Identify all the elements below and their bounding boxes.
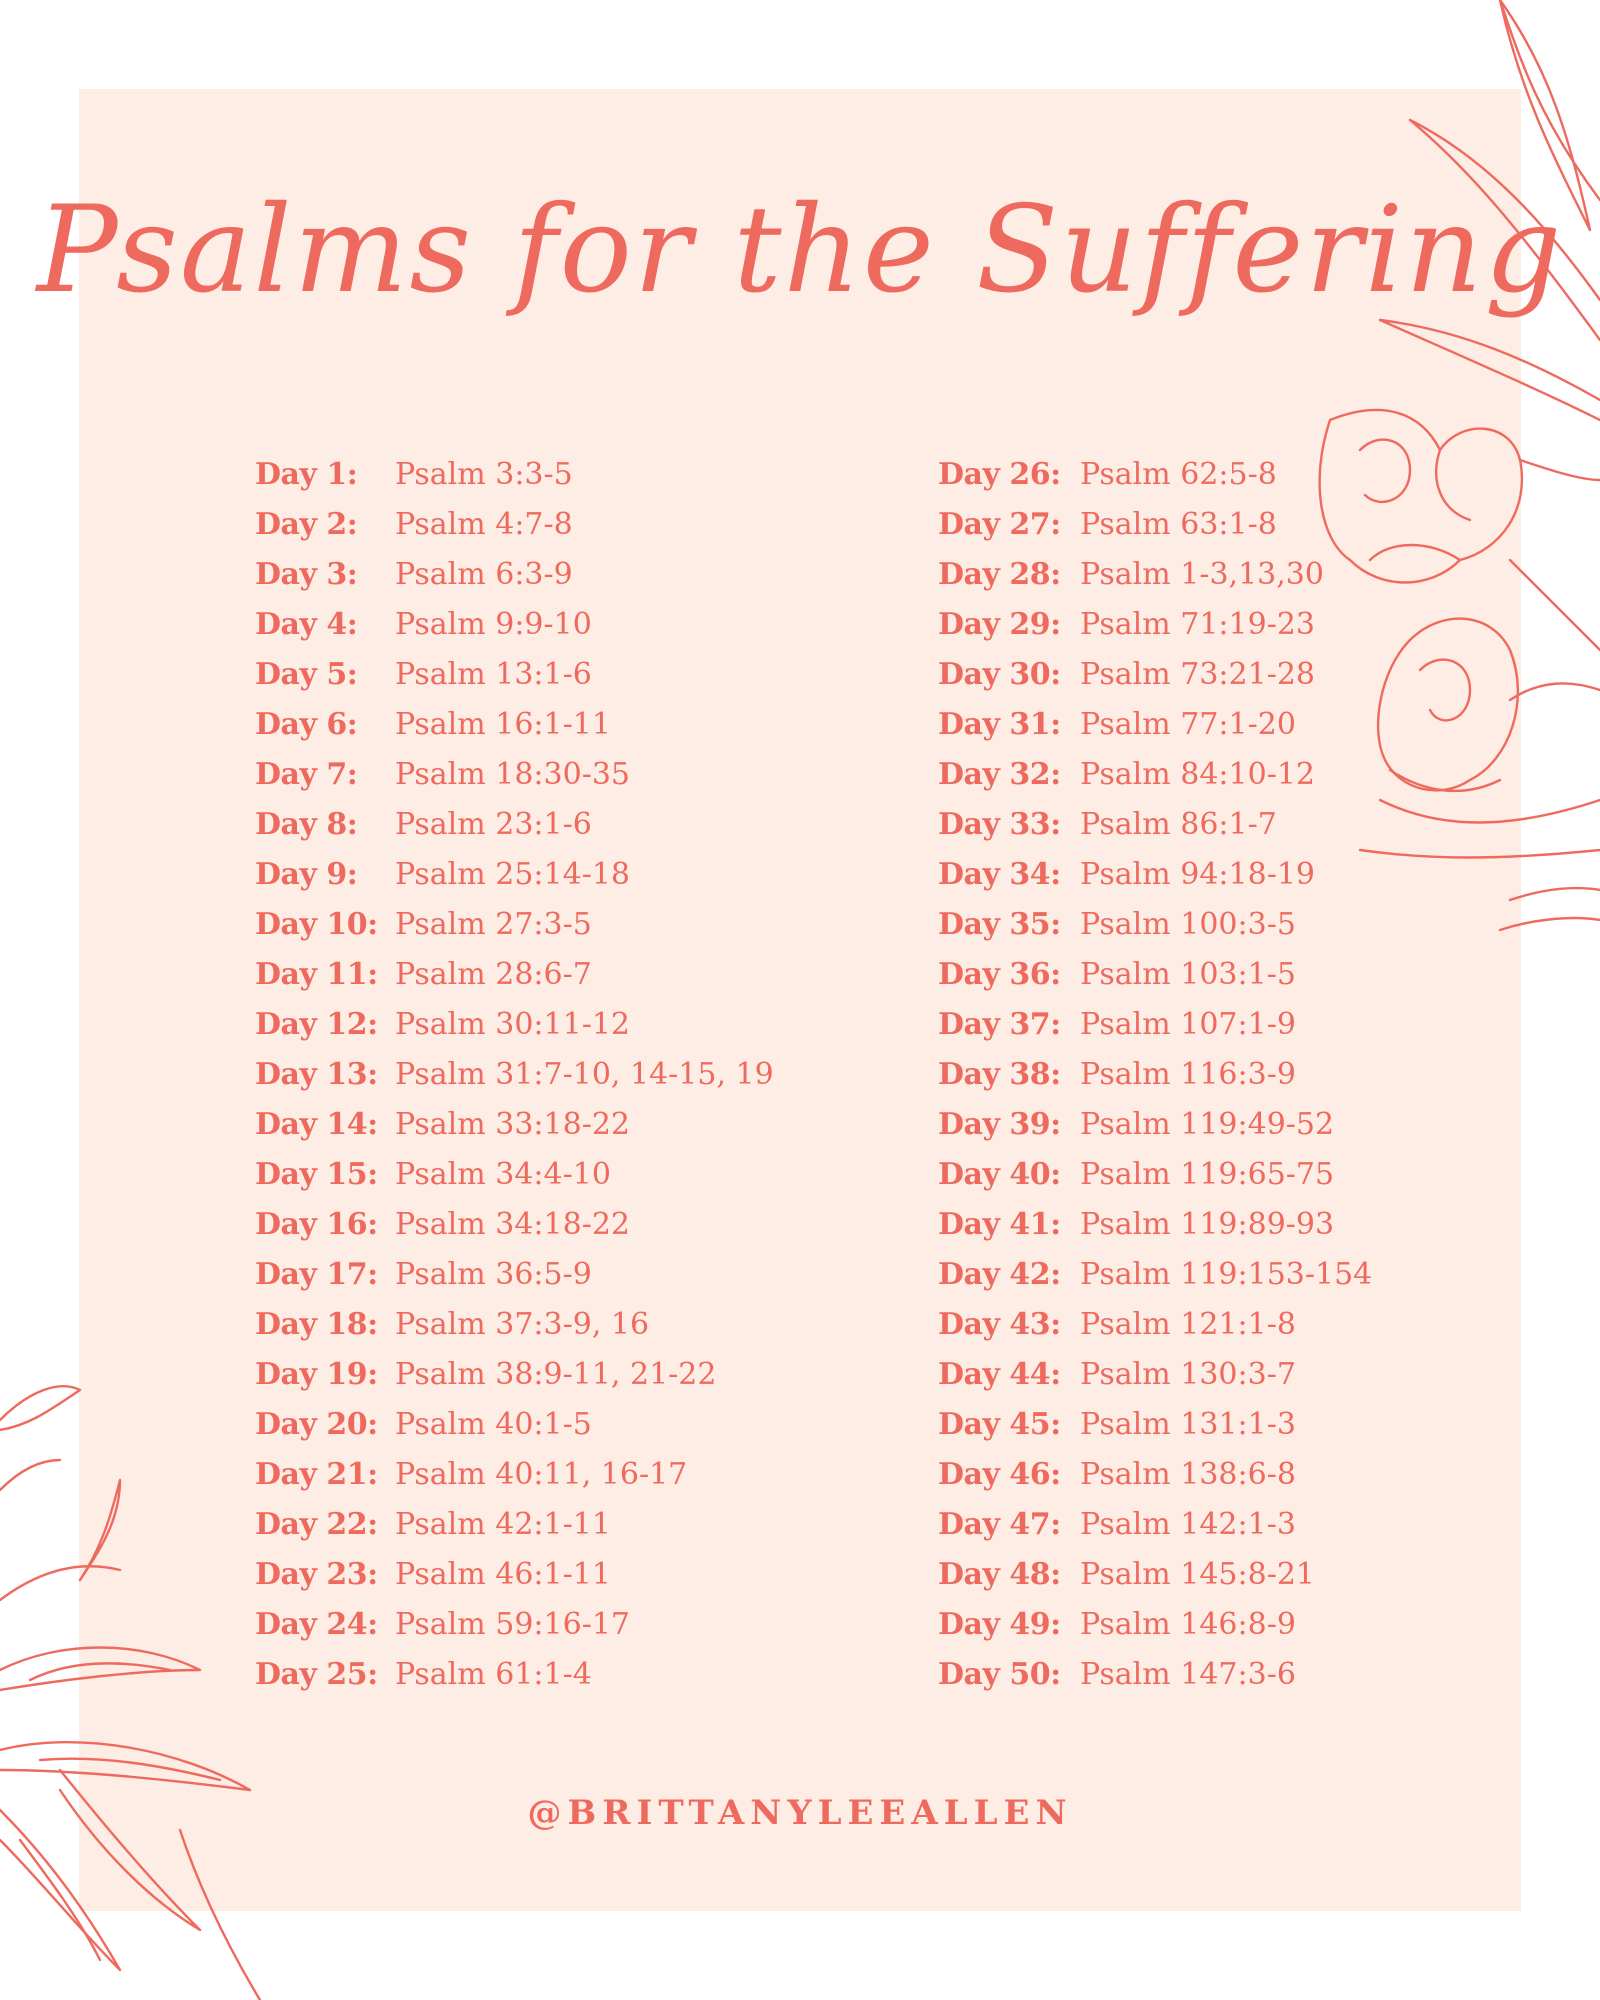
psalm-reference: Psalm 36:5-9 [395, 1257, 592, 1292]
psalm-reference: Psalm 107:1-9 [1080, 1007, 1296, 1042]
day-label: Day 16: [255, 1207, 378, 1242]
psalm-reference: Psalm 13:1-6 [395, 657, 592, 692]
psalm-reference: Psalm 34:18-22 [395, 1207, 631, 1242]
reading-row [938, 1500, 1372, 1550]
reading-row [255, 1250, 774, 1300]
reading-row [255, 650, 774, 700]
psalm-reference: Psalm 116:3-9 [1080, 1057, 1296, 1092]
reading-row [255, 1200, 774, 1250]
day-label: Day 20: [255, 1407, 378, 1442]
psalm-reference: Psalm 40:11, 16-17 [395, 1457, 688, 1492]
reading-row [255, 1100, 774, 1150]
psalm-reference: Psalm 71:19-23 [1080, 607, 1316, 642]
reading-row [255, 600, 774, 650]
reading-row [255, 1500, 774, 1550]
day-label: Day 5: [255, 657, 358, 692]
day-label: Day 41: [938, 1207, 1061, 1242]
reading-row [938, 1150, 1372, 1200]
psalm-reference: Psalm 77:1-20 [1080, 707, 1296, 742]
day-label: Day 31: [938, 707, 1061, 742]
reading-row [255, 1050, 774, 1100]
psalm-reference: Psalm 119:65-75 [1080, 1157, 1335, 1192]
psalm-reference: Psalm 61:1-4 [395, 1657, 592, 1692]
psalm-reference: Psalm 59:16-17 [395, 1607, 631, 1642]
reading-row [938, 1400, 1372, 1450]
day-label: Day 29: [938, 607, 1061, 642]
reading-row [938, 700, 1372, 750]
psalm-reference: Psalm 103:1-5 [1080, 957, 1296, 992]
day-label: Day 4: [255, 607, 358, 642]
reading-row [938, 1250, 1372, 1300]
reading-row [255, 1450, 774, 1500]
day-label: Day 21: [255, 1457, 378, 1492]
day-label: Day 2: [255, 507, 358, 542]
day-label: Day 40: [938, 1157, 1061, 1192]
day-label: Day 15: [255, 1157, 378, 1192]
reading-row [938, 1650, 1372, 1700]
psalm-reference: Psalm 130:3-7 [1080, 1357, 1296, 1392]
reading-row [938, 1000, 1372, 1050]
day-label: Day 11: [255, 957, 378, 992]
day-label: Day 32: [938, 757, 1061, 792]
psalm-reference: Psalm 119:89-93 [1080, 1207, 1335, 1242]
psalm-reference: Psalm 37:3-9, 16 [395, 1307, 650, 1342]
day-label: Day 42: [938, 1257, 1061, 1292]
psalm-reference: Psalm 27:3-5 [395, 907, 592, 942]
reading-row [255, 1600, 774, 1650]
psalm-reference: Psalm 46:1-11 [395, 1557, 611, 1592]
psalm-reference: Psalm 94:18-19 [1080, 857, 1316, 892]
day-label: Day 27: [938, 507, 1061, 542]
reading-row [938, 500, 1372, 550]
day-label: Day 7: [255, 757, 358, 792]
day-label: Day 37: [938, 1007, 1061, 1042]
reading-row [255, 1550, 774, 1600]
day-label: Day 44: [938, 1357, 1061, 1392]
reading-row [255, 1400, 774, 1450]
psalm-reference: Psalm 25:14-18 [395, 857, 631, 892]
psalm-reference: Psalm 4:7-8 [395, 507, 573, 542]
reading-row [938, 1350, 1372, 1400]
day-label: Day 49: [938, 1607, 1061, 1642]
psalm-reference: Psalm 86:1-7 [1080, 807, 1277, 842]
reading-row [255, 500, 774, 550]
day-label: Day 25: [255, 1657, 378, 1692]
day-label: Day 28: [938, 557, 1061, 592]
psalm-reference: Psalm 31:7-10, 14-15, 19 [395, 1057, 774, 1092]
psalm-reference: Psalm 30:11-12 [395, 1007, 631, 1042]
reading-row [938, 850, 1372, 900]
day-label: Day 10: [255, 907, 378, 942]
reading-row [255, 850, 774, 900]
day-label: Day 1: [255, 457, 358, 492]
reading-row [938, 1200, 1372, 1250]
day-label: Day 50: [938, 1657, 1061, 1692]
day-label: Day 12: [255, 1007, 378, 1042]
reading-row [938, 1550, 1372, 1600]
reading-row [255, 750, 774, 800]
psalm-reference: Psalm 40:1-5 [395, 1407, 592, 1442]
day-label: Day 22: [255, 1507, 378, 1542]
reading-list-left [255, 450, 774, 1700]
reading-row [255, 700, 774, 750]
day-label: Day 14: [255, 1107, 378, 1142]
reading-row [255, 1150, 774, 1200]
day-label: Day 48: [938, 1557, 1061, 1592]
psalm-reference: Psalm 38:9-11, 21-22 [395, 1357, 717, 1392]
reading-row [938, 450, 1372, 500]
page-title: Psalms for the Suffering [36, 180, 1564, 320]
psalm-reference: Psalm 3:3-5 [395, 457, 573, 492]
day-label: Day 9: [255, 857, 358, 892]
reading-row [255, 550, 774, 600]
psalm-reference: Psalm 138:6-8 [1080, 1457, 1296, 1492]
psalm-reference: Psalm 100:3-5 [1080, 907, 1296, 942]
day-label: Day 8: [255, 807, 358, 842]
reading-row [255, 800, 774, 850]
reading-row [255, 450, 774, 500]
reading-row [938, 1450, 1372, 1500]
reading-row [255, 1300, 774, 1350]
psalm-reference: Psalm 23:1-6 [395, 807, 592, 842]
reading-row [938, 800, 1372, 850]
reading-row [938, 1600, 1372, 1650]
day-label: Day 6: [255, 707, 358, 742]
psalm-reference: Psalm 147:3-6 [1080, 1657, 1296, 1692]
reading-row [938, 600, 1372, 650]
day-label: Day 36: [938, 957, 1061, 992]
social-handle: @BRITTANYLEEALLEN [527, 1793, 1073, 1833]
psalm-reference: Psalm 146:8-9 [1080, 1607, 1296, 1642]
psalm-reference: Psalm 9:9-10 [395, 607, 592, 642]
psalm-reference: Psalm 145:8-21 [1080, 1557, 1316, 1592]
day-label: Day 13: [255, 1057, 378, 1092]
psalm-reference: Psalm 142:1-3 [1080, 1507, 1296, 1542]
day-label: Day 47: [938, 1507, 1061, 1542]
reading-list-right [938, 450, 1372, 1700]
reading-row [938, 1300, 1372, 1350]
psalm-reference: Psalm 28:6-7 [395, 957, 592, 992]
day-label: Day 45: [938, 1407, 1061, 1442]
reading-row [255, 1350, 774, 1400]
day-label: Day 35: [938, 907, 1061, 942]
day-label: Day 43: [938, 1307, 1061, 1342]
psalm-reference: Psalm 33:18-22 [395, 1107, 631, 1142]
day-label: Day 34: [938, 857, 1061, 892]
day-label: Day 18: [255, 1307, 378, 1342]
psalm-reference: Psalm 121:1-8 [1080, 1307, 1296, 1342]
reading-row [938, 650, 1372, 700]
psalm-reference: Psalm 119:153-154 [1080, 1257, 1373, 1292]
psalm-reference: Psalm 131:1-3 [1080, 1407, 1296, 1442]
psalm-reference: Psalm 119:49-52 [1080, 1107, 1335, 1142]
psalm-reference: Psalm 1-3,13,30 [1080, 557, 1324, 592]
reading-row [255, 900, 774, 950]
day-label: Day 30: [938, 657, 1061, 692]
psalm-reference: Psalm 63:1-8 [1080, 507, 1277, 542]
psalm-reference: Psalm 34:4-10 [395, 1157, 611, 1192]
psalm-reference: Psalm 84:10-12 [1080, 757, 1316, 792]
reading-row [938, 900, 1372, 950]
day-label: Day 3: [255, 557, 358, 592]
psalm-reference: Psalm 62:5-8 [1080, 457, 1277, 492]
reading-row [938, 1050, 1372, 1100]
day-label: Day 24: [255, 1607, 378, 1642]
day-label: Day 26: [938, 457, 1061, 492]
psalm-reference: Psalm 16:1-11 [395, 707, 611, 742]
day-label: Day 17: [255, 1257, 378, 1292]
reading-row [255, 950, 774, 1000]
reading-row [938, 1100, 1372, 1150]
reading-row [938, 750, 1372, 800]
day-label: Day 19: [255, 1357, 378, 1392]
reading-row [255, 1650, 774, 1700]
day-label: Day 39: [938, 1107, 1061, 1142]
psalm-reference: Psalm 42:1-11 [395, 1507, 611, 1542]
reading-row [255, 1000, 774, 1050]
psalm-reference: Psalm 18:30-35 [395, 757, 631, 792]
psalm-reference: Psalm 73:21-28 [1080, 657, 1316, 692]
day-label: Day 33: [938, 807, 1061, 842]
day-label: Day 38: [938, 1057, 1061, 1092]
reading-row [938, 950, 1372, 1000]
reading-row [938, 550, 1372, 600]
psalm-reference: Psalm 6:3-9 [395, 557, 573, 592]
day-label: Day 46: [938, 1457, 1061, 1492]
day-label: Day 23: [255, 1557, 378, 1592]
